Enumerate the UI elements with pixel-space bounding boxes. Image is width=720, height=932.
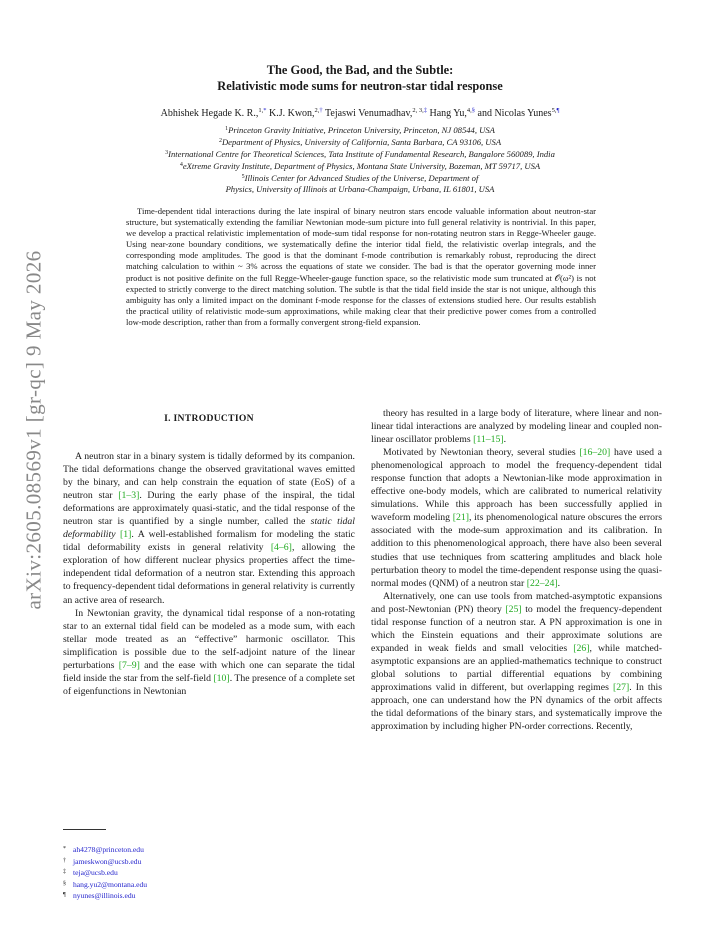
citation-link[interactable]: [25]: [505, 603, 522, 615]
footnote-mark: †: [63, 857, 66, 864]
author-name: Nicolas Yunes: [494, 108, 552, 119]
affiliation-line: [40, 136, 680, 148]
body-paragraph: Alternatively, one can use tools from matched-asymptotic expansions and post-Newtonian (PN) theory [25] to model the frequency-dependent tidal response function of a neutron star. A PN approximation is one in which the Einstein equations and their approximate solutions are expanded in weak fields and small velocities [26], while matched-asymptotic expansions are an applied-mathematics technique to construct global solutions to partial differential equations by combining approximations valid in different, but overlapping regimes [27]. In this approach, one can understand how the PN dynamics of the orbit affects the tidal deformations of the binary stars, and systematically improve the approximation by including higher PN-order corrections. Recently,: [371, 590, 662, 733]
affiliation-number: 2,: [314, 107, 320, 114]
citation-link[interactable]: [1–3]: [118, 490, 140, 502]
affiliation-line: [40, 124, 680, 136]
citation-link[interactable]: [26]: [573, 642, 590, 654]
body-paragraph: Motivated by Newtonian theory, several studies [16–20] have used a phenomenological approach to model the frequency-dependent tidal response function that adopts a Newtonian-like mode approximation in effective one-body models, which are calibrated to numerical relativity simulations. While this approach has been successfully applied in waveform modeling [21], its phenomenological nature obscures the errors associated with the mode-sum approximation and its calibration. In addition to this phenomenological approach, there have also been several studies that use techniques from scattering amplitudes and black hole perturbation theory to model the time-dependent response using the quasi-normal modes (QNM) of a neutron star [22–24].: [371, 447, 663, 589]
author-affiliation-marker: [315, 107, 323, 114]
footnote-mark: §: [63, 880, 66, 887]
citation-link[interactable]: [1]: [120, 529, 132, 541]
footnote-item: [63, 867, 363, 879]
left-column: [63, 450, 355, 698]
footnote-item: [63, 879, 363, 891]
paper-title-line2: Relativistic mode sums for neutron-star tidal response: [217, 79, 503, 93]
footnote-mark: ¶: [63, 892, 66, 899]
body-paragraph: A neutron star in a binary system is tidally deformed by its companion. The tidal deformations change the observed gravitational waves emitted by the binary, and can help constrain the equation of state (EoS) of a neutron star [1–3]. During the early phase of the inspiral, the tidal deformations are approximately quasi-static, and the tidal response of the neutron star is quantified by a single number, called the static tidal deformability [1]. A well-established formalism for modeling the static tidal deformability exists in general relativity [4–6], allowing the exploration of how different nuclear physics properties affect the time-independent tidal deformation of a neutron star. Extending this approach to frequency-dependent tidal deformations in general relativity is currently an active area of research.: [63, 451, 356, 606]
footnote-mark: ‡: [63, 869, 66, 876]
body-paragraph: theory has resulted in a large body of literature, where linear and non-linear tidal interactions are analyzed by modeling linear and coupled non-linear oscillator problems [11–15].: [371, 408, 662, 446]
footnote-link[interactable]: †: [319, 107, 323, 114]
footnote-item: [63, 890, 363, 902]
affiliation-number: 2: [218, 138, 222, 144]
arxiv-identifier: arXiv:2605.08569v1 [gr-qc] 9 May 2026: [21, 250, 46, 610]
affiliation-number: 5: [241, 174, 245, 180]
email-link[interactable]: nyunes@illinois.edu: [73, 891, 136, 901]
footnote-link[interactable]: §: [471, 107, 475, 114]
author-affiliation-marker: [552, 107, 560, 114]
footnote-item: [63, 844, 363, 856]
abstract: Time-dependent tidal interactions during the late inspiral of binary neutron stars encode valuable information about neutron-star structure, but systematically extending the familiar Newtonian mode-sum picture into full general relativity is nontrivial. In this paper, we develop a practical relativistic implementation of mode-sum tidal response for non-rotating neutron stars in Regge-Wheeler gauge. Using near-zone boundary conditions, we systematically define the interior tidal field, the relativistic overlap integrals, and the corresponding mode amplitudes. The good is that the dominant f-mode contribution is remarkably robust, reproducing the direct matching calculation to within ~ 3% across the equations of state we consider. The bad is that the operator governing mode inner product is not positive definite on the full Regge-Wheeler-gauge function space, so the relativistic mode sum truncated at 𝒪(ω²) is not expected to strictly converge to the direct matching solution. The subtle is that the tidal field inside the star is not unique, although this ambiguity has only a limited impact on the dominant f-mode response for the classes of extensions studied here. Our results establish the practical utility of relativistic mode-sum approximations, while making clear that their predictive power comes from a controlled low-mode description, rather than from a formally convergent strong-field expansion.: [126, 206, 596, 327]
affiliation-text: Illinois Center for Advanced Studies of the Universe, Department of: [244, 173, 479, 183]
footnotes: [63, 844, 363, 902]
author-name: Tejaswi Venumadhav,: [325, 108, 413, 119]
email-link[interactable]: teja@ucsb.edu: [73, 868, 118, 878]
affiliation-number: 4: [179, 162, 183, 168]
citation-link[interactable]: [4–6]: [270, 542, 292, 554]
affiliation-line: [40, 160, 680, 172]
citation-link[interactable]: [16–20]: [579, 447, 611, 459]
email-link[interactable]: ah4278@princeton.edu: [73, 845, 144, 854]
affiliation-number: 1: [225, 126, 229, 132]
author-affiliation-marker: [412, 107, 427, 114]
footnote-link[interactable]: ‡: [423, 107, 427, 114]
affiliation-number: 5,: [551, 107, 557, 114]
author-list: Abhishek Hegade K. R.,$^{1,*}$ K.J. Kwon,$^{2,\dagger}$ Tejaswi Venumadhav,$^{2, 3,\ddagger}$ Hang Yu,$^{4,\S}$ and Nicolas Yunes$^{5,\P}$: [160, 107, 560, 119]
affiliation-text: eXtreme Gravity Institute, Department of Physics, Montana State University, Bozeman, MT 59717, USA: [182, 161, 541, 171]
author-affiliation-marker: [258, 107, 266, 114]
footnote-rule: [63, 829, 106, 830]
citation-link[interactable]: [7–9]: [118, 659, 140, 671]
citation-link[interactable]: [10]: [213, 672, 230, 684]
affiliation-number: 3: [165, 150, 169, 156]
arxiv-stamp: [6, 225, 62, 635]
email-link[interactable]: jameskwon@ucsb.edu: [73, 856, 142, 866]
author-name: Abhishek Hegade K. R.,: [160, 108, 259, 119]
right-column: [371, 407, 662, 733]
emphasized-term: static tidal deformability: [63, 516, 356, 541]
footnote-item: [63, 856, 363, 868]
affiliation-line: [40, 172, 680, 184]
citation-link[interactable]: [11–15]: [473, 434, 504, 446]
affiliation-text: Physics, University of Illinois at Urbana-Champaign, Urbana, IL 61801, USA: [225, 184, 495, 194]
author-affiliation-marker: [467, 107, 475, 114]
email-link[interactable]: hang.yu2@montana.edu: [73, 879, 148, 889]
affiliation-text: Princeton Gravity Initiative, Princeton University, Princeton, NJ 08544, USA: [228, 125, 495, 135]
citation-link[interactable]: [22–24]: [526, 577, 558, 589]
footnote-link[interactable]: *: [263, 107, 267, 114]
footnote-mark: *: [63, 846, 66, 852]
citation-link[interactable]: [21]: [452, 512, 470, 524]
affiliations: [40, 124, 680, 195]
affiliation-text: International Centre for Theoretical Sciences, Tata Institute of Fundamental Research, Bangalore 560089, India: [168, 149, 555, 159]
affiliation-line: [40, 184, 680, 195]
body-paragraph: In Newtonian gravity, the dynamical tidal response of a non-rotating star to an external tidal field can be modeled as a mode sum, with each stellar mode treated as an “effective” harmonic oscillator. This simplification is possible due to the self-adjoint nature of the linear perturbations [7–9] and the ease with which one can separate the tidal field inside the star from the self-field [10]. The presence of a complete set of eigenfunctions in Newtonian: [63, 607, 355, 697]
paper-title-line1: The Good, the Bad, and the Subtle:: [266, 63, 454, 77]
citation-link[interactable]: [27]: [612, 681, 630, 693]
affiliation-number: 1,: [258, 107, 264, 114]
affiliation-line: [40, 148, 680, 160]
affiliation-number: 4,: [466, 107, 472, 114]
section-heading: I. INTRODUCTION: [164, 413, 254, 424]
author-name: K.J. Kwon,: [268, 108, 315, 119]
author-name: Hang Yu,: [429, 108, 467, 119]
affiliation-number: 2, 3,: [412, 107, 424, 114]
footnote-link[interactable]: ¶: [556, 107, 560, 114]
affiliation-text: Department of Physics, University of California, Santa Barbara, CA 93106, USA: [221, 137, 502, 147]
